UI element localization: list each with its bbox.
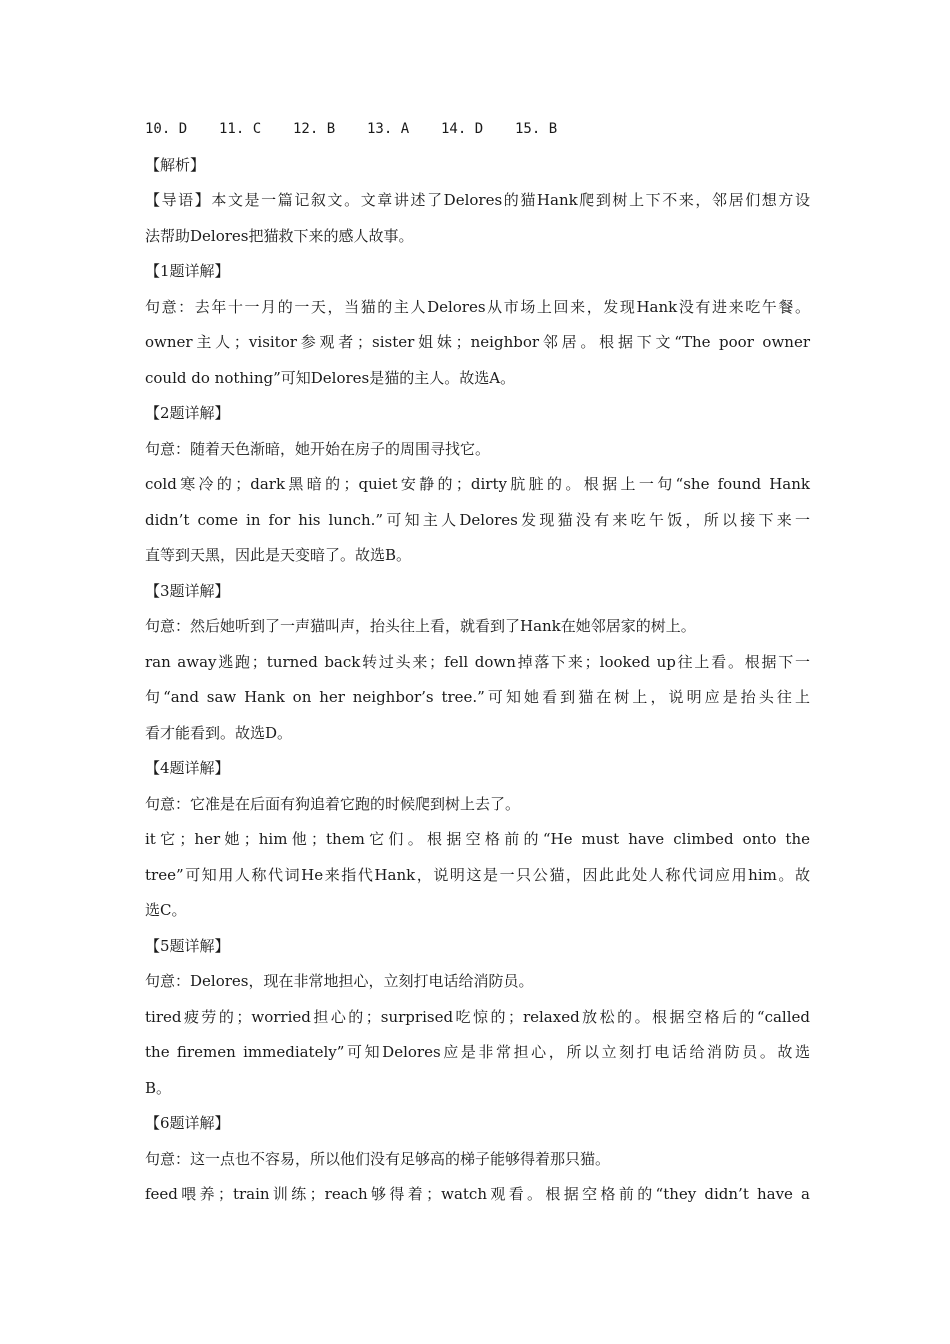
explanation-text: 句意：去年十一月的一天，当猫的主人Delores从市场上回来，发现Hank没有进来吃午餐。	[145, 297, 810, 316]
explanation-text: 句意：随着天色渐暗，她开始在房子的周围寻找它。	[145, 439, 491, 458]
explanation-text: 选C。	[145, 901, 187, 919]
question-heading: 【5题详解】	[145, 936, 230, 955]
explanation-text: could do nothing”可知Delores是猫的主人。故选A。	[145, 368, 516, 387]
question-heading: 【6题详解】	[145, 1114, 230, 1132]
explanation-text: cold寒冷的；dark黑暗的；quiet安静的；dirty肮脏的。根据上一句“she found Hank	[145, 475, 810, 493]
answer-item: 11. C	[219, 121, 262, 137]
explanation-text: 句意：它准是在后面有狗追着它跑的时候爬到树上去了。	[145, 794, 521, 813]
explanation-text: didn’t come in for his lunch.”可知主人Delores发现猫没有来吃午饭，所以接下来一	[145, 510, 810, 529]
explanation-text: 句意：Delores，现在非常地担心，立刻打电话给消防员。	[145, 972, 534, 990]
explanation-text: 句意：然后她听到了一声猫叫声，抬头往上看，就看到了Hank在她邻居家的树上。	[145, 617, 696, 635]
explanation-text: 句“and saw Hank on her neighbor’s tree.”可知她看到猫在树上，说明应是抬头往上	[145, 688, 810, 706]
explanation-text: 直等到天黑，因此是天变暗了。故选B。	[145, 546, 412, 564]
question-heading: 【3题详解】	[145, 581, 230, 600]
intro-text: 法帮助Delores把猫救下来的感人故事。	[145, 226, 414, 245]
answer-item: 14. D	[441, 121, 484, 137]
explanation-text: owner主人；visitor参观者；sister姐妹；neighbor邻居。根据下文“The poor owner	[145, 333, 810, 351]
answer-item: 15. B	[515, 121, 558, 137]
explanation-text: feed喂养；train训练；reach够得着；watch观看。根据空格前的“they didn’t have a	[145, 1185, 810, 1203]
explanation-text: B。	[145, 1078, 172, 1097]
answer-key	[145, 112, 810, 148]
explanation-text: ran away逃跑；turned back转过头来；fell down掉落下来；looked up往上看。根据下一	[145, 652, 810, 671]
answer-item: 10. D	[145, 121, 188, 137]
answer-item: 13. A	[367, 121, 410, 137]
explanation-text: tired疲劳的；worried担心的；surprised吃惊的；relaxed放松的。根据空格后的“called	[145, 1007, 810, 1026]
intro-text: 【导语】本文是一篇记叙文。文章讲述了Delores的猫Hank爬到树上下不来，邻居们想方设	[145, 191, 810, 209]
explanation-text: it它；her她；him他；them它们。根据空格前的“He must have climbed onto the	[145, 830, 810, 848]
explanation-text: 看才能看到。故选D。	[145, 723, 293, 742]
explanation-text: tree”可知用人称代词He来指代Hank，说明这是一只公猫，因此此处人称代词应用him。故	[145, 865, 810, 884]
explanation-text: the firemen immediately”可知Delores应是非常担心，所以立刻打电话给消防员。故选	[145, 1043, 810, 1061]
question-heading: 【1题详解】	[145, 262, 230, 280]
question-heading: 【2题详解】	[145, 404, 230, 422]
answer-item: 12. B	[293, 121, 336, 137]
question-heading: 【4题详解】	[145, 759, 230, 777]
document-page	[145, 112, 810, 1213]
explanation-text: 句意：这一点也不容易，所以他们没有足够高的梯子能够得着那只猫。	[145, 1149, 611, 1168]
section-heading-analysis: 【解析】	[145, 155, 206, 174]
